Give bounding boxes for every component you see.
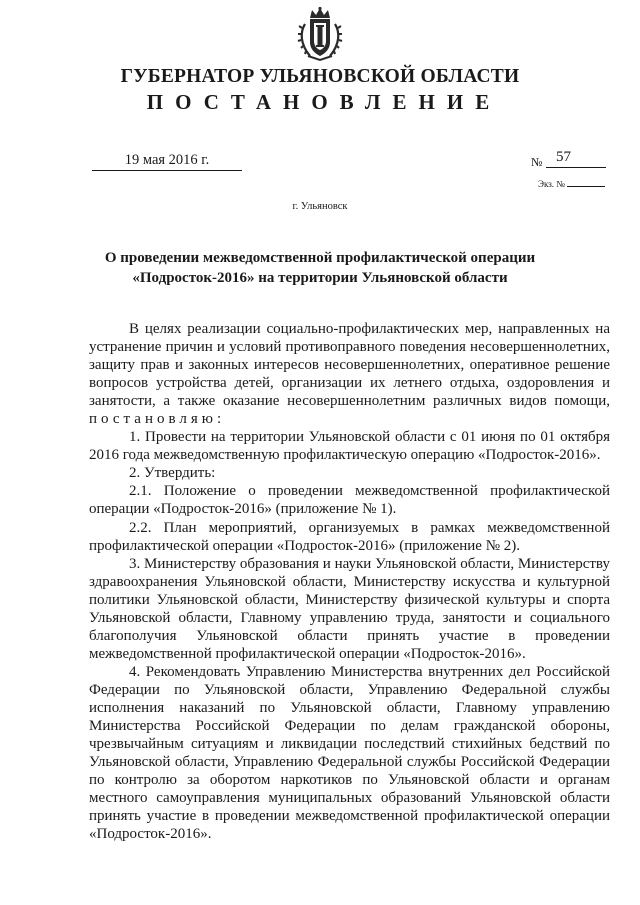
- clause-2: 2. Утвердить:: [129, 465, 216, 482]
- decree-title-line: О проведении межведомственной профилактической операции: [104, 250, 536, 266]
- decree-title-line: «Подросток-2016» на территории Ульяновской области: [132, 270, 508, 286]
- clause-2-2: 2.2. План мероприятий, организуемых в рамках межведомственной профилактической операции «Подросток-2016» (приложение № 2).: [89, 519, 610, 554]
- clause-1: 1. Провести на территории Ульяновской области с 01 июня по 01 октября 2016 года межведомственную профилактическую операцию «Подросток-2016».: [89, 429, 610, 464]
- clause-4: 4. Рекомендовать Управлению Министерства внутренних дел Российской Федерации по Ульяновской области, Управлению Федеральной службы исполнения наказаний по Ульяновской области, Главному управлению Министерства Российской Федерации по делам гражданской обороны, чрезвычайным ситуациям и ликвидации последствий стихийных бедствий по Ульяновской области, Управлению Федеральной службы Российской Федерации по контролю за оборотом наркотиков по Ульяновской области и органам местного самоуправления муниципальных образований Ульяновской области принять участие в проведении межведомственной профилактической операции «Подросток-2016».: [89, 663, 610, 843]
- decree-body: [89, 320, 610, 843]
- decree-number: 57: [546, 149, 606, 168]
- copy-label: Экз. №: [538, 179, 565, 189]
- copy-number-line: [567, 186, 605, 187]
- intro-text: В целях реализации социально-профилактических мер, направленных на устранение причин и условий противоправного поведения несовершеннолетних, защиту прав и законных интересов несовершеннолетних, оперативное решение вопросов устройства детей, организации их летнего отдыха, оздоровления и занятости, а также оказание несовершеннолетним различных видов помощи,: [89, 321, 610, 410]
- intro-paragraph: [89, 320, 610, 428]
- document-type: ПОСТАНОВЛЕНИЕ: [146, 90, 502, 114]
- decree-word: постановляю:: [89, 411, 226, 428]
- decree-date: 19 мая 2016 г.: [92, 152, 242, 171]
- clause-2-1: 2.1. Положение о проведении межведомственной профилактической операции «Подросток-2016» (приложение № 1).: [89, 483, 610, 518]
- clause-3: 3. Министерству образования и науки Ульяновской области, Министерству здравоохранения Ульяновской области, Министерству искусства и культурной политики Ульяновской области, Министерству физической культуры и спорта Ульяновской области, Главному управлению труда, занятости и социального благополучия Ульяновской области принять участие в проведении межведомственной профилактической операции «Подросток-2016».: [89, 555, 610, 662]
- issuer-title: ГУБЕРНАТОР УЛЬЯНОВСКОЙ ОБЛАСТИ: [120, 66, 520, 87]
- ulyanovsk-coat-of-arms-icon: [296, 6, 344, 62]
- number-label: №: [531, 155, 543, 169]
- decree-title: [60, 248, 580, 288]
- city: г. Ульяновск: [292, 201, 348, 212]
- copy-number: [538, 179, 605, 189]
